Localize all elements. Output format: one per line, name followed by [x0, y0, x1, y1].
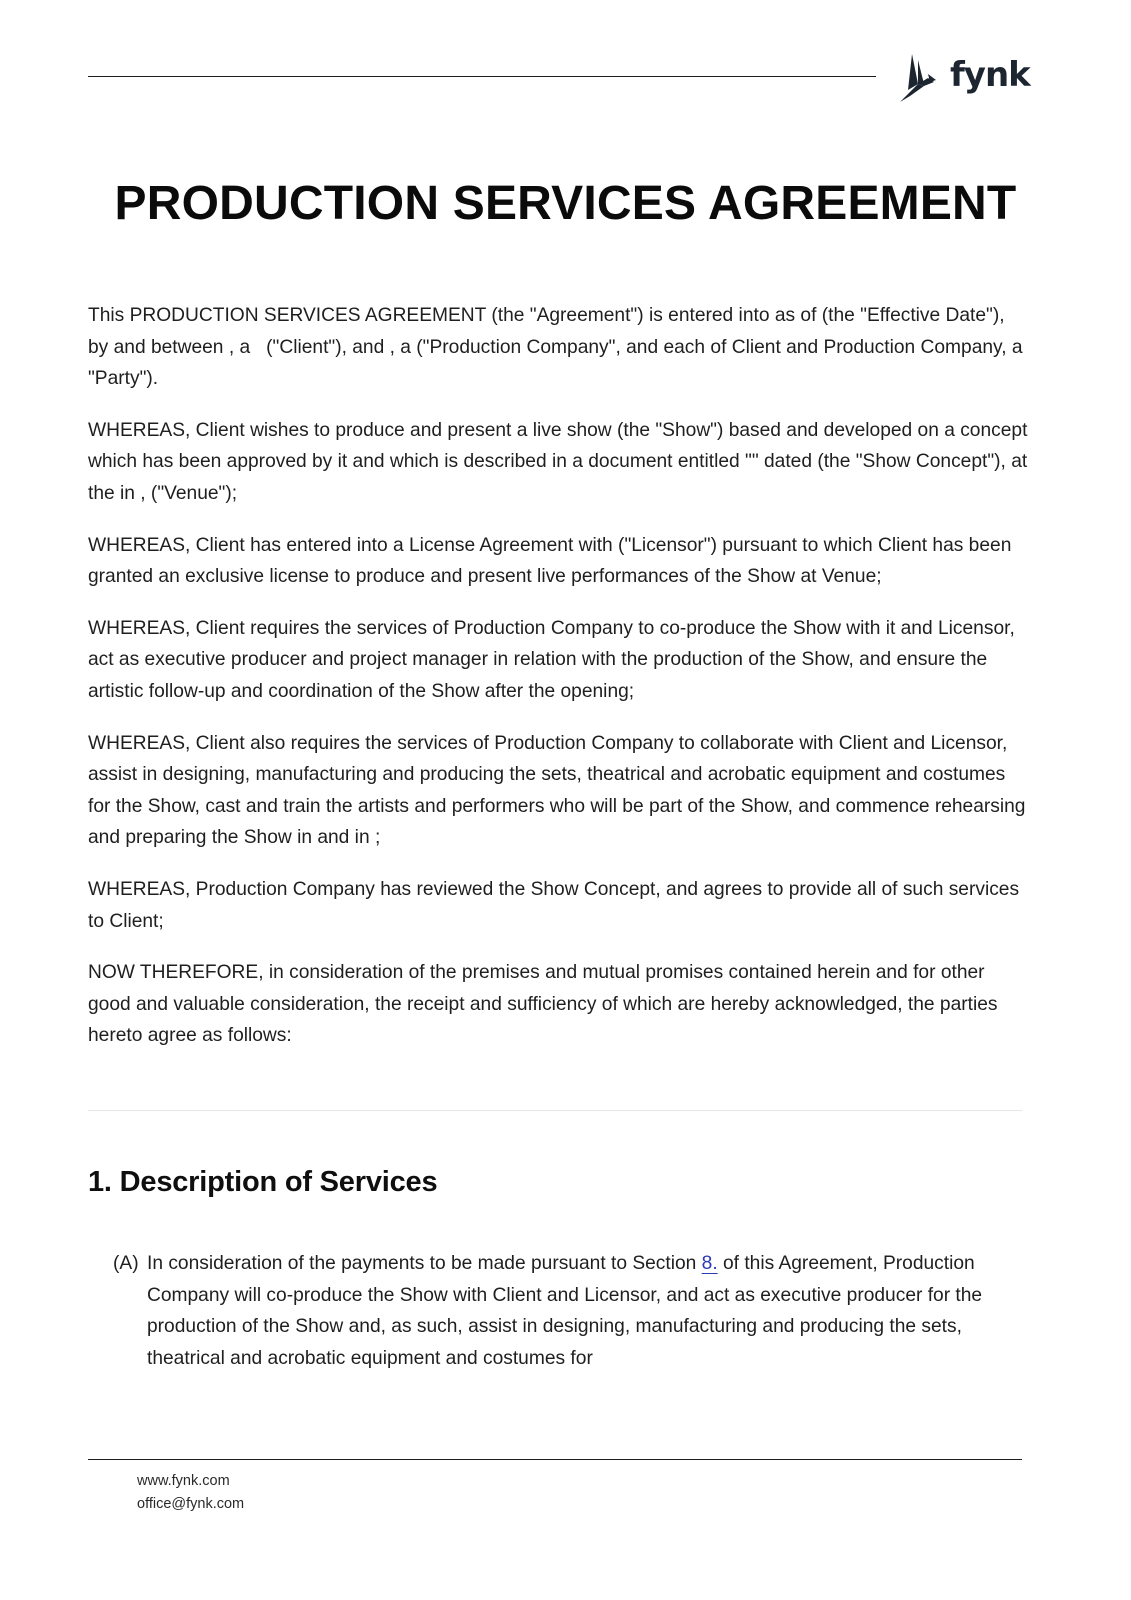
- clause-a: [113, 1248, 1033, 1374]
- recital-paragraph: WHEREAS, Client also requires the services of Production Company to collaborate with Client and Licensor, assist in designing, manufacturing and producing the sets, theatrical and acrobatic equipment and costumes for the Show, cast and train the artists and performers who will be part of the Show, and commence rehearsing and preparing the Show in and in ;: [88, 732, 1026, 849]
- recital-paragraph: WHEREAS, Client requires the services of Production Company to co-produce the Show with it and Licensor, act as executive producer and project manager in relation with the production of the Show, and ensure the artistic follow-up and coordination of the Show after the opening;: [88, 617, 1015, 702]
- now-therefore-paragraph: NOW THEREFORE, in consideration of the premises and mutual promises contained herein and for other good and valuable consideration, the receipt and sufficiency of which are hereby acknowledged, the parties hereto agree as follows:: [88, 962, 998, 1047]
- intro-paragraph: This PRODUCTION SERVICES AGREEMENT (the "Agreement") is entered into as of (the "Effective Date"), by and between , a ("Client"), and , a ("Production Company", and each of Client and Production Company, a "Party").: [88, 305, 1023, 390]
- header-rule: [88, 76, 876, 77]
- section-heading: 1. Description of Services: [88, 1166, 438, 1198]
- footer-email: office@fynk.com: [137, 1496, 245, 1512]
- section-8-link[interactable]: 8.: [701, 1253, 718, 1274]
- footer: [137, 1470, 244, 1516]
- preamble: [88, 300, 1028, 1072]
- paper-crane-icon: [898, 50, 944, 106]
- section-divider: [88, 1110, 1022, 1111]
- recital-paragraph: WHEREAS, Production Company has reviewed the Show Concept, and agrees to provide all of such services to Client;: [88, 878, 1020, 932]
- clause-text-after: of this Agreement, Production Company will co-produce the Show with Client and Licensor, and act as executive producer for the production of the Show and, as such, assist in designing, manufacturing and producing the sets, theatrical and acrobatic equipment and costumes for: [147, 1253, 983, 1369]
- recital-paragraph: WHEREAS, Client has entered into a License Agreement with ("Licensor") pursuant to which Client has been granted an exclusive license to produce and present live performances of the Show at Venue;: [88, 534, 1012, 588]
- clause-text: [147, 1248, 1033, 1374]
- logo: [898, 50, 1030, 106]
- footer-website: www.fynk.com: [137, 1473, 230, 1489]
- logo-text: fynk: [950, 55, 1030, 95]
- recital-paragraph: WHEREAS, Client wishes to produce and present a live show (the "Show") based and developed on a concept which has been approved by it and which is described in a document entitled "" dated (the "Show Concept"), at the in , ("Venue");: [88, 419, 1028, 504]
- clause-text-before: In consideration of the payments to be made pursuant to Section: [147, 1253, 702, 1274]
- document-title: PRODUCTION SERVICES AGREEMENT: [114, 177, 1017, 230]
- clause-label: (A): [113, 1253, 139, 1274]
- footer-rule: [88, 1459, 1022, 1460]
